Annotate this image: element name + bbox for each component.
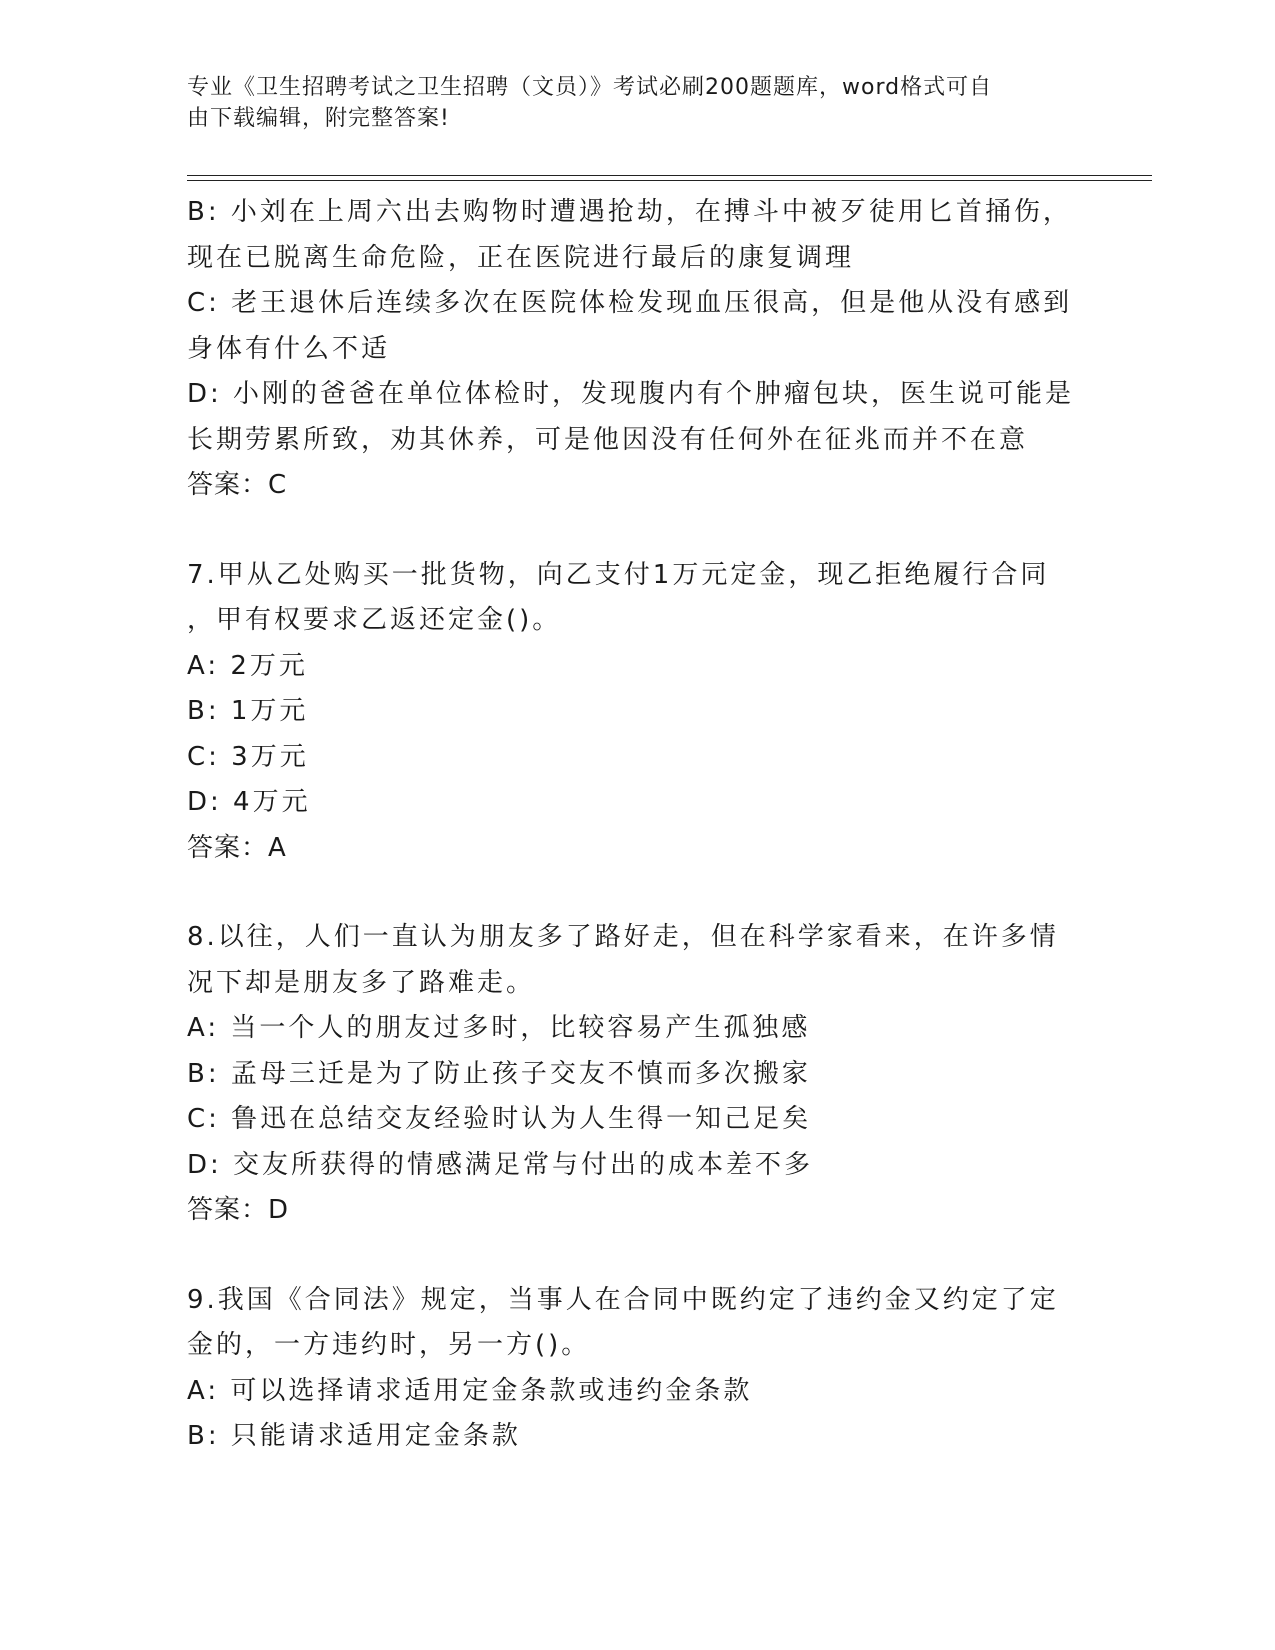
option-d: D: 4万元 [187,787,311,817]
question-content [187,190,1087,1460]
question-stem-line-2: ，甲有权要求乙返还定金()。 [187,605,562,635]
answer: 答案：D [187,1195,290,1225]
answer: 答案：A [187,832,287,863]
question-8 [187,915,1087,1234]
question-7 [187,553,1087,872]
option-a: A: 可以选择请求适用定金条款或违约金条款 [187,1375,753,1406]
spacer [187,1234,1087,1278]
header-line-2: 由下载编辑，附完整答案! [187,106,450,131]
option-c-line-2: 身体有什么不适 [187,333,391,364]
spacer [187,871,1087,915]
option-a: A: 2万元 [187,650,308,681]
option-b-line-2: 现在已脱离生命危险，正在医院进行最后的康复调理 [187,242,855,273]
option-d-line-2: 长期劳累所致，劝其休养，可是他因没有任何外在征兆而并不在意 [187,424,1029,455]
option-c-line-1: C: 老王退休后连续多次在医院体检发现血压很高，但是他从没有感到 [187,288,1073,318]
page-header [187,72,1067,134]
answer: 答案：C [187,470,288,500]
option-d-line-1: D: 小刚的爸爸在单位体检时，发现腹内有个肿瘤包块，医生说可能是 [187,379,1075,409]
question-stem-line-2: 金的，一方违约时，另一方()。 [187,1330,591,1360]
question-stem-line-1: 9.我国《合同法》规定，当事人在合同中既约定了违约金又约定了定 [187,1284,1059,1315]
header-line-1: 专业《卫生招聘考试之卫生招聘（文员）》考试必刷200题题库，word格式可自 [187,75,993,100]
question-stem-line-2: 况下却是朋友多了路难走。 [187,967,536,998]
question-stem-line-1: 7.甲从乙处购买一批货物，向乙支付1万元定金，现乙拒绝履行合同 [187,559,1050,590]
option-b-line-1: B: 小刘在上周六出去购物时遭遇抢劫，在搏斗中被歹徒用匕首捅伤， [187,197,1072,227]
question-6-tail [187,190,1087,509]
option-b: B: 1万元 [187,696,309,726]
question-stem-line-1: 8.以往，人们一直认为朋友多了路好走，但在科学家看来，在许多情 [187,922,1059,952]
option-a: A: 当一个人的朋友过多时，比较容易产生孤独感 [187,1013,811,1043]
option-b: B: 只能请求适用定金条款 [187,1421,521,1451]
option-d: D: 交友所获得的情感满足常与付出的成本差不多 [187,1149,814,1180]
header-divider [187,175,1152,181]
spacer [187,509,1087,553]
option-b: B: 孟母三迁是为了防止孩子交友不慎而多次搬家 [187,1058,811,1089]
question-9 [187,1278,1087,1460]
option-c: C: 3万元 [187,741,309,772]
option-c: C: 鲁迅在总结交友经验时认为人生得一知己足矣 [187,1104,812,1134]
